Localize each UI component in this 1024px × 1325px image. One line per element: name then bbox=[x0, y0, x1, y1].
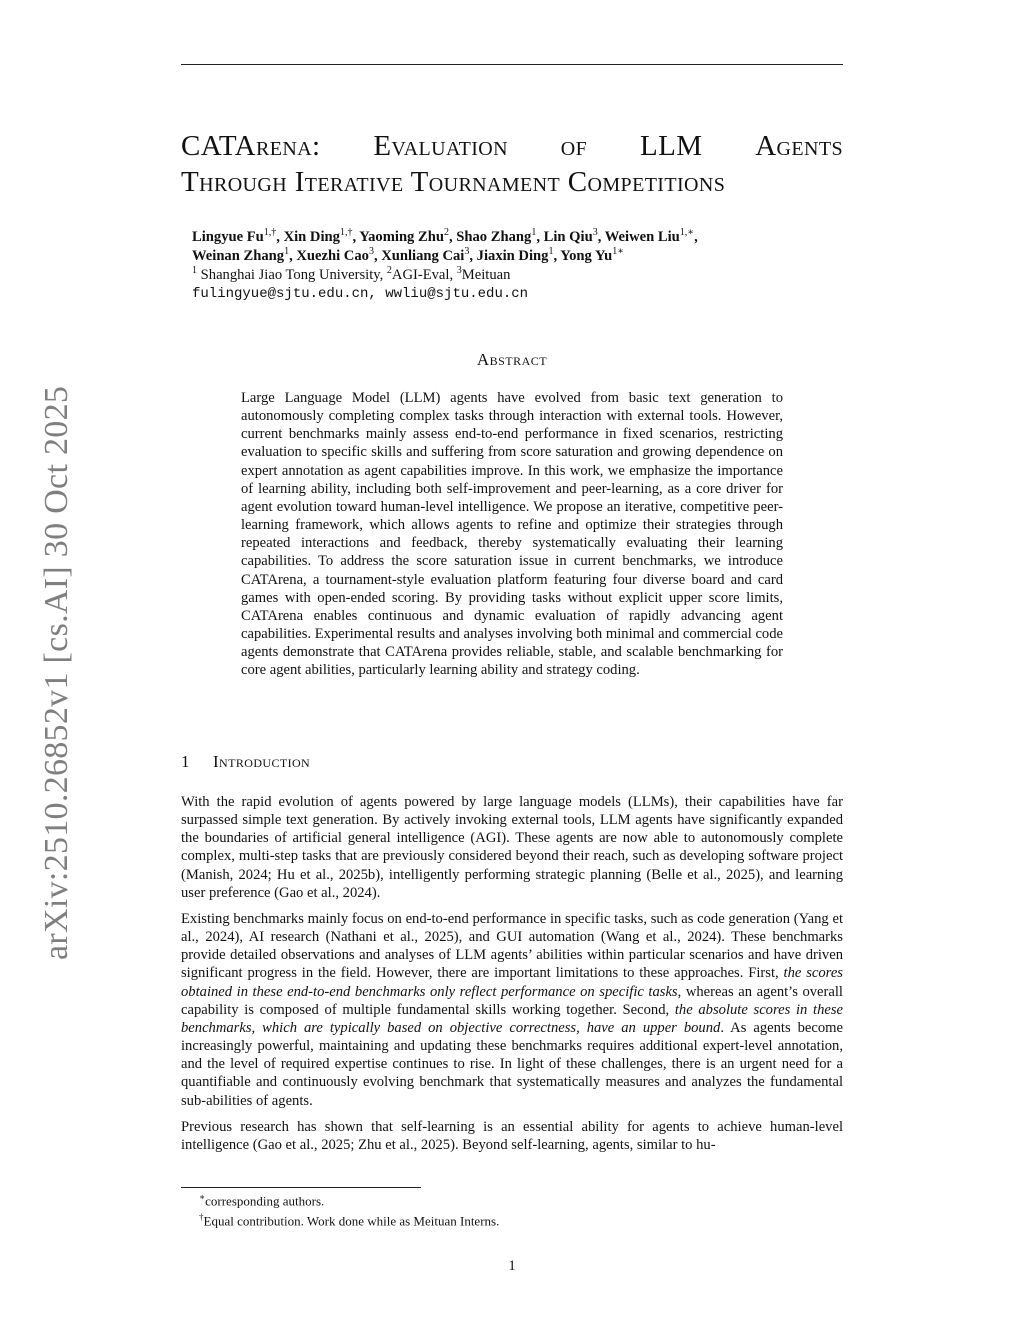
title-word: CATArena: bbox=[181, 130, 321, 162]
top-rule bbox=[181, 64, 843, 65]
affil-mark: 1 bbox=[192, 265, 197, 277]
author-affil: 1 bbox=[531, 227, 537, 239]
abstract-text: Large Language Model (LLM) agents have evolved from basic text generation to autonomously completing complex tasks through interaction with external tools. However, current benchmarks mainly assess end-to-end performance in fixed scenarios, restricting evaluation to specific skills and suffering from score saturation and growing dependence on expert annotation as agent capabilities improve. In this work, we emphasize the importance of learning ability, including both self-improvement and peer-learning, as a core driver for agent evolution toward human-level intelligence. We propose an iterative, competitive peer-learning framework, which allows agents to refine and optimize their strategies through repeated interactions and feedback, thereby systematically evaluating their learning capabilities. To address the score saturation issue in current benchmarks, we introduce CATArena, a tournament-style evaluation platform featuring four diverse board and card games with open-ended scoring. By providing tasks without explicit upper score limits, CATArena enables continuous and dynamic evaluation of rapidly advancing agent capabilities. Experimental results and analyses involving both minimal and commercial code agents demonstrate that CATArena provides reliable, stable, and scalable benchmarking for core agent abilities, particularly learning ability and strategy coding. bbox=[241, 390, 783, 679]
footnote-rule bbox=[181, 1187, 421, 1188]
author-name: Yaoming Zhu bbox=[359, 229, 444, 245]
title-word: LLM bbox=[639, 130, 703, 162]
title-word: of bbox=[560, 130, 588, 162]
author-affil: 1,† bbox=[339, 227, 353, 239]
author-name: Xin Ding bbox=[283, 229, 340, 245]
abstract-heading: Abstract bbox=[476, 350, 548, 369]
affil-name: Meituan bbox=[461, 267, 511, 283]
author-affil: 1,† bbox=[263, 227, 277, 239]
section-heading-introduction bbox=[181, 752, 310, 772]
author-affil: 1 bbox=[284, 246, 290, 258]
footnote-mark: † bbox=[199, 1212, 204, 1223]
author-affil: 1∗ bbox=[612, 246, 625, 258]
author-name: Shao Zhang bbox=[456, 229, 532, 245]
author-name: Xuezhi Cao bbox=[296, 248, 369, 264]
title-word: Evaluation bbox=[373, 130, 508, 162]
author-emails[interactable]: fulingyue@sjtu.edu.cn, wwliu@sjtu.edu.cn bbox=[192, 286, 529, 302]
paragraph: Previous research has shown that self-learning is an essential ability for agents to achieve human-level intelligence (Gao et al., 2025; Zhu et al., 2025). Beyond self-learning, agents, similar to hu- bbox=[181, 1118, 843, 1153]
affil-mark: 2 bbox=[386, 265, 392, 277]
footnote bbox=[199, 1189, 499, 1209]
affil-name: Shanghai Jiao Tong University bbox=[200, 267, 380, 283]
author-name: Xunliang Cai bbox=[381, 248, 465, 264]
footnote-text: corresponding authors. bbox=[205, 1193, 325, 1209]
author-affil: 2 bbox=[443, 227, 449, 239]
text-run: Existing benchmarks mainly focus on end-to-end performance in specific tasks, such as code generation (Yang et al., 2024), AI research (Nathani et al., 2025), and GUI automation (Wang et al., 2024). These benchmarks provide detailed observations and analyses of LLM agents’ abilities within particular scenarios and have driven significant progress in the field. However, there are important limitations to these approaches. First, bbox=[181, 910, 843, 982]
author-name: Lingyue Fu bbox=[192, 229, 264, 245]
page-number: 1 bbox=[508, 1258, 516, 1274]
emphasis: the scores obtained in these end-to-end benchmarks only reflect performance on specific tasks bbox=[181, 965, 843, 1000]
affil-mark: 3 bbox=[456, 265, 462, 277]
paragraph: With the rapid evolution of agents powered by large language models (LLMs), their capabilities have far surpassed simple text generation. By actively invoking external tools, LLM agents have significantly expanded the boundaries of artificial general intelligence (AGI). These agents are now able to autonomously complete complex, multi-step tasks that are previously considered beyond their reach, such as developing software project (Manish, 2024; Hu et al., 2025b), intelligently performing strategic planning (Belle et al., 2025), and learning user preference (Gao et al., 2024). bbox=[181, 794, 843, 901]
affiliations: $^1$ Shanghai Jiao Tong University, $^2$AGI-Eval, $^3$Meituan bbox=[192, 265, 511, 283]
author-line-1: Lingyue $Fu^{1,\dagger}$, Xin Ding$^{1,\dagger}$, Yaoming Zhu$^2$, Shao Zhang$^1$, Lin Qiu$^3$, Weiwen Liu$^{1,∗}$, bbox=[192, 227, 698, 245]
footnotes bbox=[199, 1189, 499, 1230]
author-block bbox=[192, 228, 832, 304]
footnote bbox=[199, 1209, 499, 1229]
author-affil: 1,∗ bbox=[679, 227, 695, 239]
title-word: Agents bbox=[755, 130, 843, 162]
title-line-2: Through Iterative Tournament Competitions bbox=[181, 166, 726, 198]
text-run: . As agents become increasingly powerful, maintaining and updating these benchmarks requires additional expert-level annotation, and the level of required expertise continues to rise. In light of these challenges, there is an urgent need for a quantifiable and continuously evolving benchmark that systematically measures and analyzes the fundamental sub-abilities of agents. bbox=[181, 1019, 843, 1109]
author-affil: 3 bbox=[592, 227, 598, 239]
title-line-1 bbox=[181, 128, 843, 164]
affil-name: AGI-Eval bbox=[391, 267, 450, 283]
paragraph bbox=[181, 910, 843, 1110]
emphasis: the absolute scores in these benchmarks, which are typically based on objective correctness, have an upper bound bbox=[181, 1001, 843, 1036]
introduction-body bbox=[181, 793, 843, 1162]
section-number: 1 bbox=[181, 752, 190, 771]
author-name: Weiwen Liu bbox=[604, 229, 680, 245]
arxiv-stamp: arXiv:2510.26852v1 [cs.AI] 30 Oct 2025 bbox=[38, 385, 75, 960]
footnote-text: Equal contribution. Work done while as Meituan Interns. bbox=[203, 1213, 500, 1229]
author-name: Weinan Zhang bbox=[192, 248, 285, 264]
section-title: Introduction bbox=[213, 752, 311, 771]
author-name: Yong Yu bbox=[560, 248, 613, 264]
author-affil: 3 bbox=[464, 246, 470, 258]
author-affil: 1 bbox=[548, 246, 554, 258]
author-name: Lin Qiu bbox=[543, 229, 593, 245]
footnote-mark: ∗ bbox=[199, 1192, 206, 1202]
author-affil: 3 bbox=[368, 246, 374, 258]
author-line-2: Weinan Zhang$^1$, Xuezhi Cao$^3$, Xunliang Cai$^3$, Jiaxin Ding$^1$, Yong $Yu^{1∗}$ bbox=[192, 246, 625, 264]
text-run: , whereas an agent’s overall capability is composed of multiple fundamental skills working together. Second, bbox=[181, 983, 843, 1018]
author-name: Jiaxin Ding bbox=[476, 248, 549, 264]
paper-title bbox=[181, 128, 843, 200]
